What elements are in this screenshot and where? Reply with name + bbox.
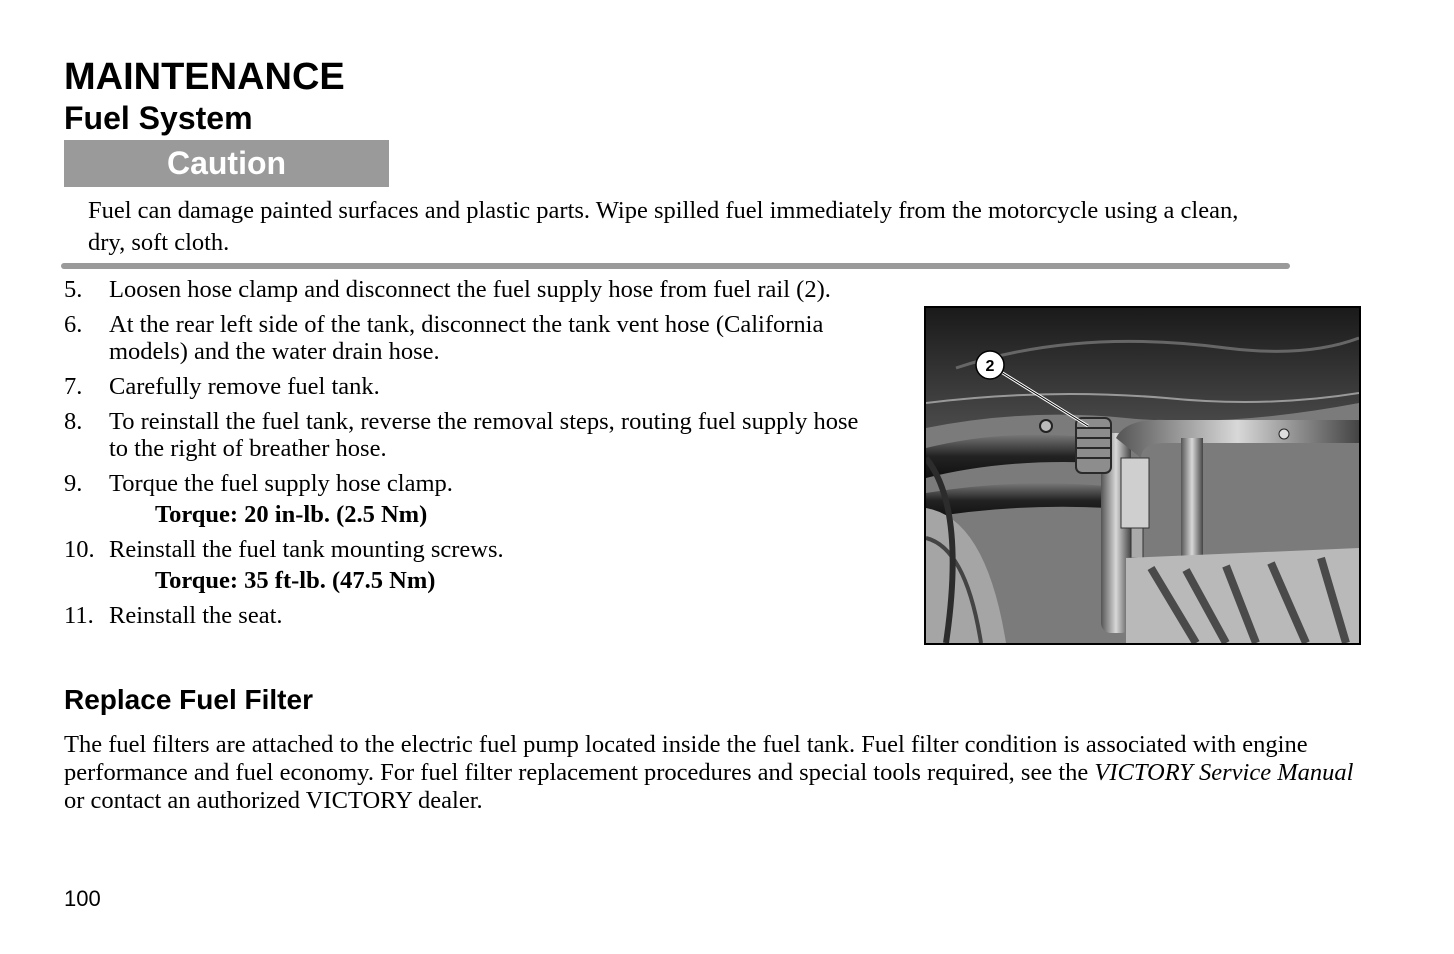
step-text: Reinstall the fuel tank mounting screws. bbox=[109, 536, 504, 563]
caution-banner: Caution bbox=[64, 140, 389, 187]
list-item bbox=[64, 536, 864, 594]
list-item bbox=[64, 373, 864, 400]
subsection-title: Fuel System bbox=[64, 100, 253, 136]
step-text: Loosen hose clamp and disconnect the fuel supply hose from fuel rail (2). bbox=[109, 276, 831, 303]
step-number: 5. bbox=[64, 276, 83, 303]
list-item bbox=[64, 408, 864, 462]
caution-text: Fuel can damage painted surfaces and plastic parts. Wipe spilled fuel immediately from the motorcycle using a clean, dry, soft cloth. bbox=[88, 197, 1239, 256]
steps-list bbox=[64, 276, 864, 637]
service-manual-name: VICTORY Service Manual bbox=[1094, 759, 1354, 786]
page-number: 100 bbox=[64, 886, 101, 911]
step-number: 9. bbox=[64, 470, 83, 497]
fuel-filter-text-part: The fuel filters are attached to the electric fuel pump located inside the fuel tank. Fuel filter condition is associated with engine performance and fuel economy. For fuel filter replacement procedures and special tools required, see the bbox=[64, 731, 1308, 786]
list-item bbox=[64, 276, 864, 303]
section-title: MAINTENANCE bbox=[64, 56, 345, 98]
step-number: 10. bbox=[64, 536, 95, 563]
step-text: Reinstall the seat. bbox=[109, 602, 283, 629]
step-number: 7. bbox=[64, 373, 83, 400]
step-number: 8. bbox=[64, 408, 83, 435]
step-text: At the rear left side of the tank, disconnect the tank vent hose (California models) and the water drain hose. bbox=[109, 311, 824, 365]
list-item bbox=[64, 602, 864, 629]
torque-spec: Torque: 20 in-lb. (2.5 Nm) bbox=[155, 501, 428, 528]
fuel-filter-text bbox=[64, 731, 1364, 815]
step-number: 6. bbox=[64, 311, 83, 338]
step-number: 11. bbox=[64, 602, 94, 629]
list-item bbox=[64, 311, 864, 365]
step-text: To reinstall the fuel tank, reverse the removal steps, routing fuel supply hose to the right of breather hose. bbox=[109, 408, 859, 462]
section-divider bbox=[61, 263, 1290, 269]
callout-label: 2 bbox=[985, 358, 995, 375]
torque-spec: Torque: 35 ft-lb. (47.5 Nm) bbox=[155, 567, 436, 594]
fuel-filter-heading: Replace Fuel Filter bbox=[64, 684, 313, 715]
list-item bbox=[64, 470, 864, 528]
fuel-filter-text-part: or contact an authorized VICTORY dealer. bbox=[64, 787, 483, 814]
step-text: Torque the fuel supply hose clamp. bbox=[109, 470, 453, 497]
step-text: Carefully remove fuel tank. bbox=[109, 373, 380, 400]
fuel-rail-photo bbox=[924, 306, 1361, 645]
